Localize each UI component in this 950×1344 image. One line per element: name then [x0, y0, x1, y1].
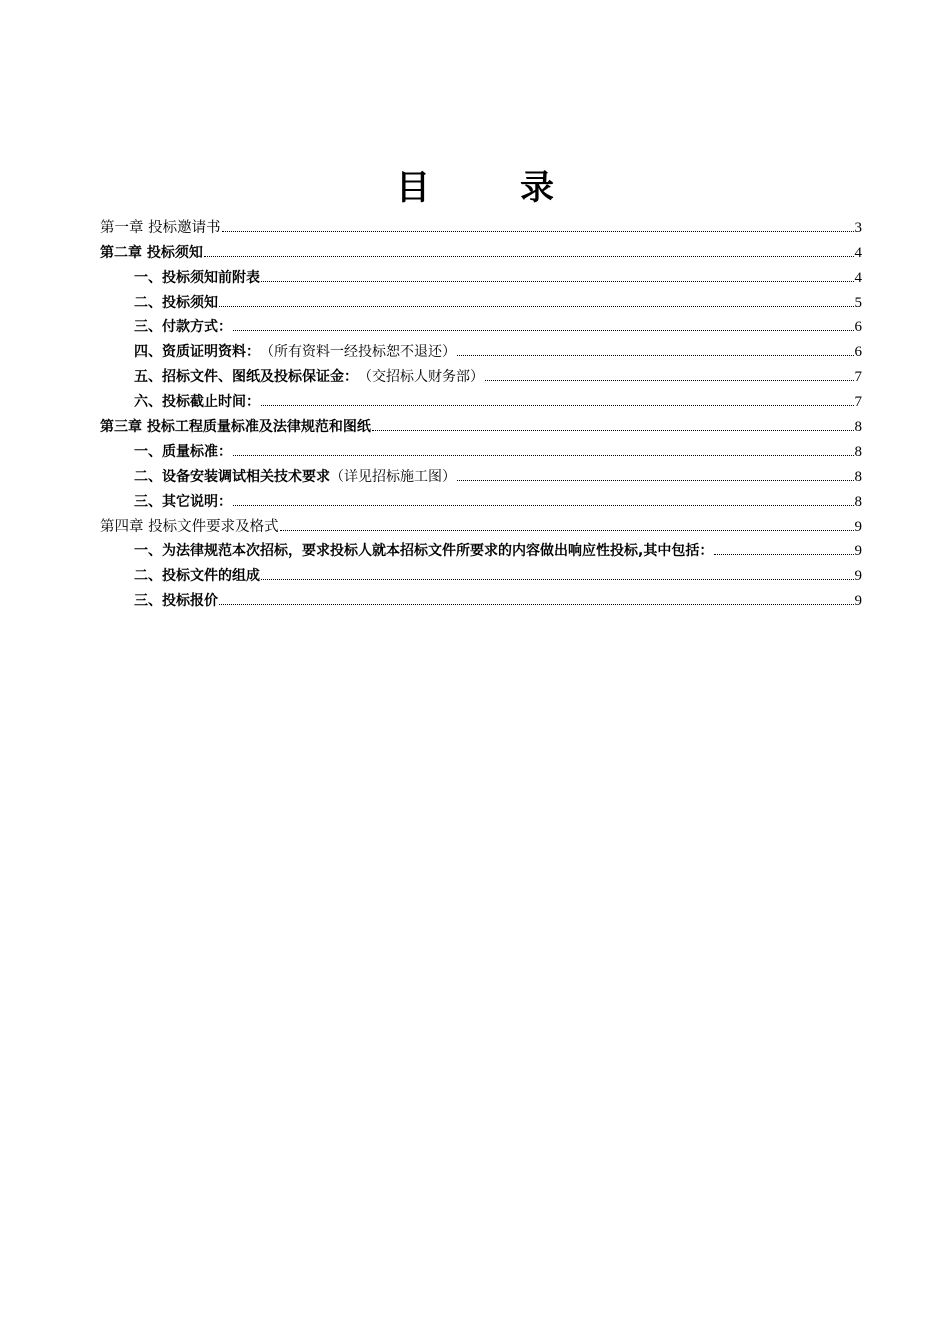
toc-leader-dots — [261, 281, 854, 282]
toc-entry[interactable] — [100, 585, 862, 610]
toc-entry-title: 四、资质证明资料： — [134, 344, 260, 361]
toc-title: 目录 — [396, 168, 644, 208]
toc-entry[interactable] — [100, 312, 862, 337]
toc-leader-dots — [457, 355, 854, 356]
toc-page-number: 9 — [854, 518, 862, 535]
toc-page-number: 5 — [854, 294, 862, 311]
toc-entry[interactable] — [100, 287, 862, 312]
toc-leader-dots — [233, 455, 854, 456]
toc-entry[interactable] — [100, 461, 862, 486]
toc-page-number: 8 — [854, 419, 862, 436]
toc-entry-title: 第一章 投标邀请书 — [100, 219, 221, 236]
toc-leader-dots — [261, 405, 854, 406]
toc-page-number: 6 — [854, 344, 862, 361]
toc-leader-dots — [485, 380, 854, 381]
toc-entry-title: 三、付款方式： — [134, 319, 232, 336]
toc-page-number: 4 — [854, 244, 862, 261]
toc-entry-title: 一、质量标准： — [134, 443, 232, 460]
table-of-contents — [100, 212, 862, 610]
toc-entry[interactable] — [100, 361, 862, 386]
toc-page-number: 9 — [854, 593, 862, 610]
toc-page-number: 3 — [854, 219, 862, 236]
toc-page-number: 8 — [854, 468, 862, 485]
toc-leader-dots — [233, 330, 854, 331]
toc-page-number: 4 — [854, 269, 862, 286]
toc-entry[interactable] — [100, 511, 862, 536]
toc-entry[interactable] — [100, 560, 862, 585]
toc-leader-dots — [222, 231, 854, 232]
toc-entry-title: 第四章 投标文件要求及格式 — [100, 518, 279, 535]
toc-page-number: 9 — [854, 568, 862, 585]
toc-page-number: 8 — [854, 443, 862, 460]
toc-entry-title: 二、设备安装调试相关技术要求 — [134, 468, 330, 485]
toc-entry-title: 五、招标文件、图纸及投标保证金： — [134, 369, 358, 386]
toc-page-number: 8 — [854, 493, 862, 510]
toc-entry-title: 三、其它说明： — [134, 493, 232, 510]
toc-leader-dots — [714, 554, 853, 555]
toc-entry[interactable] — [100, 386, 862, 411]
toc-entry[interactable] — [100, 336, 862, 361]
toc-entry-title: 第二章 投标须知 — [100, 244, 203, 261]
toc-entry[interactable] — [100, 237, 862, 262]
toc-entry-title: 第三章 投标工程质量标准及法律规范和图纸 — [100, 419, 371, 436]
toc-entry[interactable] — [100, 536, 862, 561]
toc-entry[interactable] — [100, 411, 862, 436]
toc-page-number: 6 — [854, 319, 862, 336]
toc-entry-note: （所有资料一经投标恕不退还） — [260, 344, 456, 361]
toc-entry-title: 一、投标须知前附表 — [134, 269, 260, 286]
toc-leader-dots — [372, 430, 854, 431]
toc-entry[interactable] — [100, 436, 862, 461]
toc-page-number: 7 — [854, 369, 862, 386]
toc-entry-title: 一、为法律规范本次招标，要求投标人就本招标文件所要求的内容做出响应性投标,其中包括： — [134, 543, 714, 560]
toc-page-number: 9 — [854, 543, 862, 560]
toc-entry-title: 二、投标须知 — [134, 294, 218, 311]
toc-entry-title: 二、投标文件的组成 — [134, 568, 260, 585]
toc-leader-dots — [261, 579, 854, 580]
toc-leader-dots — [280, 530, 854, 531]
toc-leader-dots — [204, 256, 854, 257]
toc-entry-title: 六、投标截止时间： — [134, 394, 260, 411]
toc-entry[interactable] — [100, 212, 862, 237]
toc-entry-title: 三、投标报价 — [134, 593, 218, 610]
toc-entry-note: （详见招标施工图） — [330, 468, 456, 485]
toc-leader-dots — [219, 306, 854, 307]
toc-entry-note: （交招标人财务部） — [358, 369, 484, 386]
toc-leader-dots — [233, 505, 854, 506]
toc-leader-dots — [219, 604, 854, 605]
toc-leader-dots — [457, 480, 854, 481]
toc-entry[interactable] — [100, 486, 862, 511]
toc-entry[interactable] — [100, 262, 862, 287]
toc-page-number: 7 — [854, 394, 862, 411]
